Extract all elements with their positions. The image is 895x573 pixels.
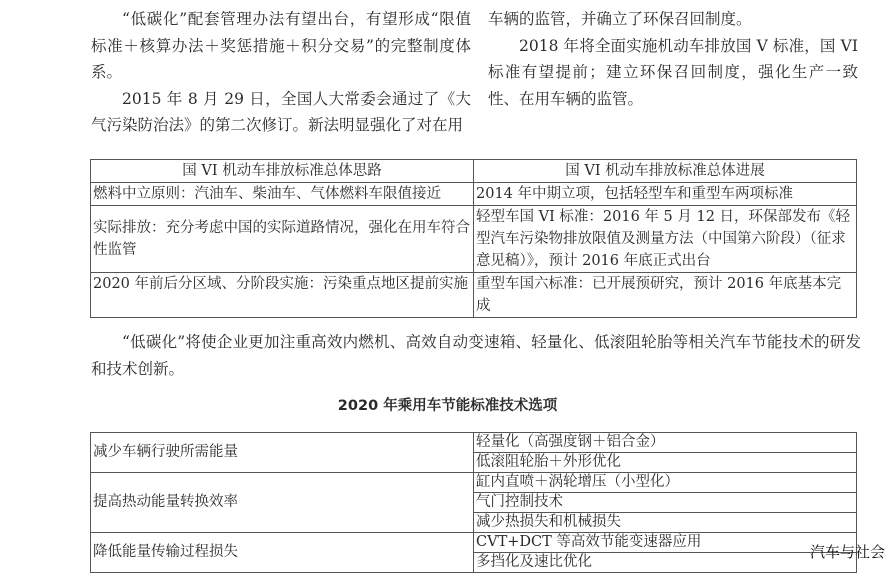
table-row <box>91 183 857 206</box>
table-cell: 2020 年前后分区域、分阶段实施：污染重点地区提前实施 <box>91 273 474 318</box>
table-cell: 2014 年中期立项，包括轻型车和重型车两项标准 <box>474 183 857 206</box>
category-cell: 减少车辆行驶所需能量 <box>91 433 474 473</box>
paragraph: “低碳化”配套管理办法有望出台，有望形成“限值标准＋核算办法＋奖惩措施＋积分交易”的完整制度体系。 <box>91 10 471 81</box>
emission-standard-table <box>90 159 857 318</box>
energy-saving-tech-table <box>90 432 857 573</box>
left-text-column <box>91 6 471 139</box>
table-row <box>91 533 857 553</box>
table-cell: 重型车国六标准：已开展预研究，预计 2016 年底基本完成 <box>474 273 857 318</box>
item-cell: 缸内直喷＋涡轮增压（小型化） <box>474 473 857 493</box>
paragraph: 2015 年 8 月 29 日，全国人大常委会通过了《大气污染防治法》的第二次修订。新法明显强化了对在用 <box>91 89 471 134</box>
item-cell: 轻量化（高强度钢＋铝合金） <box>474 433 857 453</box>
table-cell: 实际排放：充分考虑中国的实际道路情况，强化在用车符合性监管 <box>91 206 474 273</box>
table-row <box>91 473 857 493</box>
column-header: 国 VI 机动车排放标准总体思路 <box>91 160 474 183</box>
item-cell: 减少热损失和机械损失 <box>474 513 857 533</box>
table-row <box>91 206 857 273</box>
column-header: 国 VI 机动车排放标准总体进展 <box>474 160 857 183</box>
table-row <box>91 273 857 318</box>
watermark: 汽车与社会 <box>809 543 885 561</box>
body-paragraph: “低碳化”将使企业更加注重高效内燃机、高效自动变速箱、轻量化、低滚阻轮胎等相关汽车节能技术的研发和技术创新。 <box>91 333 861 378</box>
right-text-column <box>488 6 858 112</box>
item-cell: 气门控制技术 <box>474 493 857 513</box>
item-cell: 低滚阻轮胎＋外形优化 <box>474 453 857 473</box>
paragraph: 车辆的监管，并确立了环保召回制度。 <box>488 10 752 28</box>
table-header-row <box>91 160 857 183</box>
item-cell: CVT+DCT 等高效节能变速器应用 <box>474 533 857 553</box>
category-cell: 降低能量传输过程损失 <box>91 533 474 573</box>
table-cell: 燃料中立原则：汽油车、柴油车、气体燃料车限值接近 <box>91 183 474 206</box>
table-row <box>91 433 857 453</box>
paragraph: 2018 年将全面实施机动车排放国 V 标准，国 VI 标准有望提前；建立环保召回制度，强化生产一致性、在用车辆的监管。 <box>488 36 858 108</box>
table-cell: 轻型车国 VI 标准：2016 年 5 月 12 日，环保部发布《轻型汽车污染物排放限值及测量方法（中国第六阶段）（征求意见稿）》，预计 2016 年底正式出台 <box>474 206 857 273</box>
category-cell: 提高热动能量转换效率 <box>91 473 474 533</box>
item-cell: 多挡化及速比优化 <box>474 553 857 573</box>
table-caption: 2020 年乘用车节能标准技术选项 <box>337 398 558 414</box>
